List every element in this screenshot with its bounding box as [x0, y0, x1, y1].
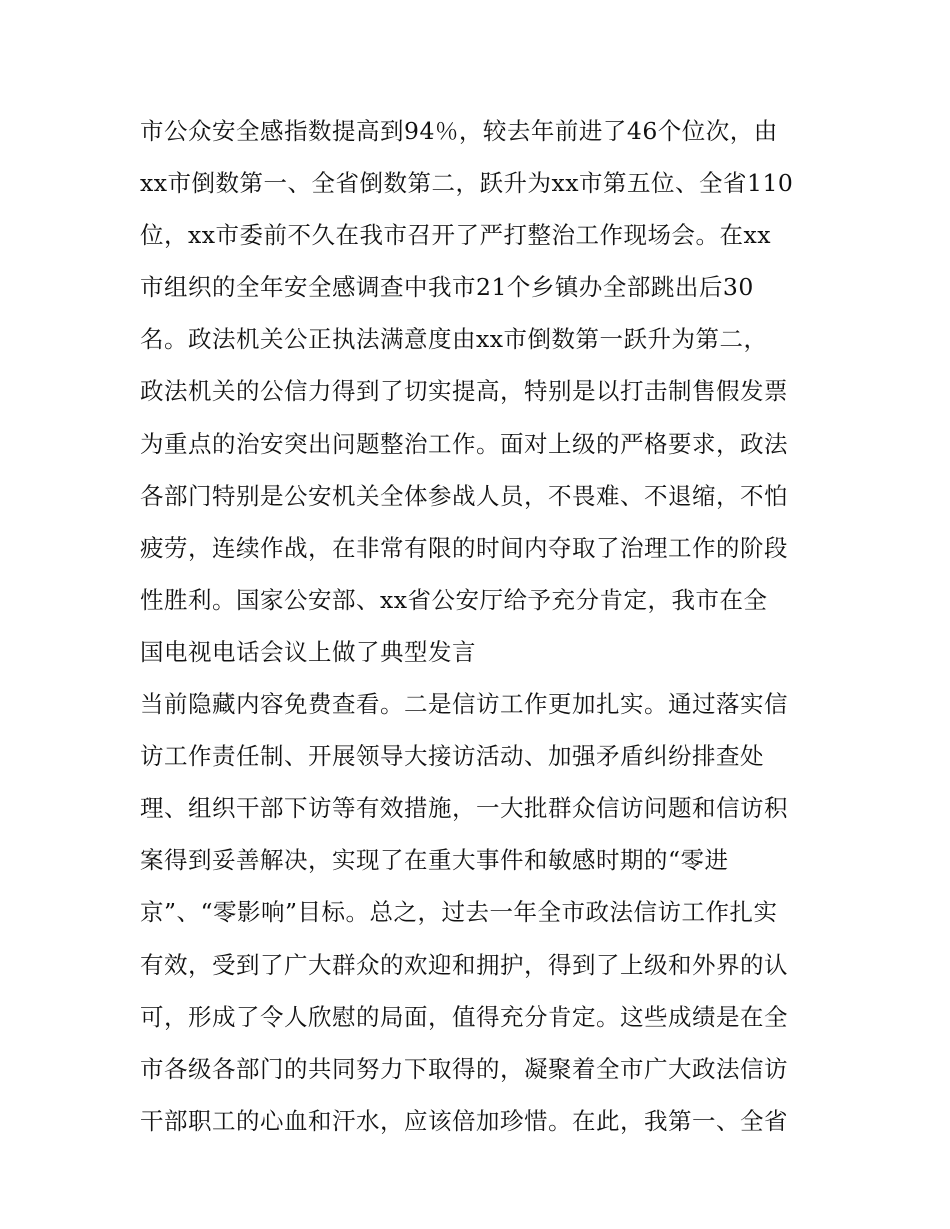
body-text: [140, 105, 830, 1147]
text-line: xx市倒数第一、全省倒数第二，跃升为xx市第五位、全省110: [140, 169, 794, 198]
text-line: 市组织的全年安全感调查中我市21个乡镇办全部跳出后30: [140, 273, 754, 302]
text-line: 性胜利。国家公安部、xx省公安厅给予充分肯定，我市在全: [140, 585, 768, 614]
text-line: 访工作责任制、开展领导大接访活动、加强矛盾纠纷排查处: [140, 742, 764, 771]
text-line: 各部门特别是公安机关全体参战人员，不畏难、不退缩，不怕: [140, 481, 788, 510]
text-line: 名。政法机关公正执法满意度由xx市倒数第一跃升为第二，: [140, 325, 768, 354]
text-line: 理、组织干部下访等有效措施，一大批群众信访问题和信访积: [140, 794, 788, 823]
text-line: 市各级各部门的共同努力下取得的，凝聚着全市广大政法信访: [140, 1054, 788, 1083]
text-line: 市公众安全感指数提高到94％，较去年前进了46个位次，由: [140, 117, 778, 145]
text-line: 为重点的治安突出问题整治工作。面对上级的严格要求，政法: [140, 429, 788, 458]
text-line: 政法机关的公信力得到了切实提高，特别是以打击制售假发票: [140, 377, 788, 406]
text-line: 有效，受到了广大群众的欢迎和拥护，得到了上级和外界的认: [140, 950, 788, 979]
text-line: 案得到妥善解决，实现了在重大事件和敏感时期的“零进: [140, 846, 729, 875]
text-line: 当前隐藏内容免费查看。二是信访工作更加扎实。通过落实信: [140, 690, 788, 719]
text-line: 京”、“零影响”目标。总之，过去一年全市政法信访工作扎实: [140, 898, 778, 927]
text-line: 可，形成了令人欣慰的局面，值得充分肯定。这些成绩是在全: [140, 1002, 788, 1031]
text-line: 疲劳，连续作战，在非常有限的时间内夺取了治理工作的阶段: [140, 533, 788, 562]
text-line: 干部职工的心血和汗水，应该倍加珍惜。在此，我第一、全省: [140, 1106, 788, 1135]
text-line: 国电视电话会议上做了典型发言: [140, 637, 476, 666]
text-line: 位，xx市委前不久在我市召开了严打整治工作现场会。在xx: [140, 221, 772, 250]
